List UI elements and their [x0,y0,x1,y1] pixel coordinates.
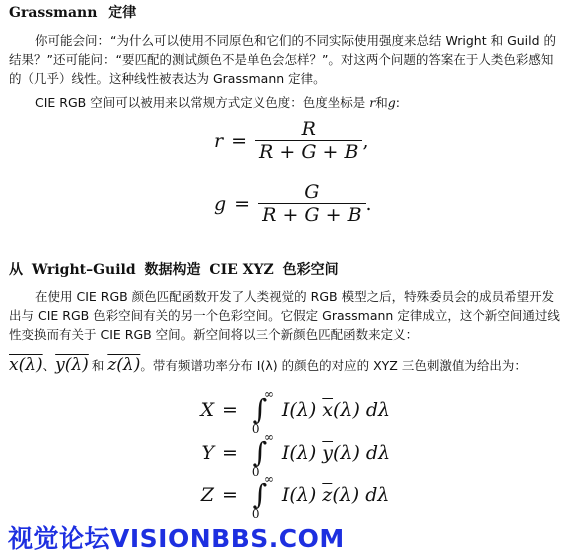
spectral-power: I(λ) [281,483,317,506]
matching-function: $\overline{y}(\lambda)$ [322,441,360,464]
integral-lower-limit: 0 [251,422,260,436]
eq-end: . [365,192,372,215]
differential: dλ [365,441,391,464]
heading-cn: 从 [9,262,23,278]
paragraph-text: 。带有频谱功率分布 I(λ) 的颜色的对应的 XYZ 三色刺激值为给出为： [140,358,527,373]
paragraph-matching-functions [9,353,565,378]
integral-equation-y [196,430,391,479]
equals-sign: = [222,398,238,421]
integral-upper-limit: ∞ [263,472,274,486]
matching-function: $\overline{x}(\lambda)$ [322,398,360,421]
section-heading-grassmann [9,2,136,22]
equation-r [214,118,369,163]
denominator: R + G + B [255,140,362,163]
integral-upper-limit: ∞ [263,387,274,401]
integral-lower-limit: 0 [251,465,260,479]
symbol-r: r [369,95,376,110]
heading-cn: 定律 [108,5,137,21]
eq-lhs: X [200,398,214,421]
paragraph-text: 你可能会问：“为什么可以使用不同原色和它们的不同实际使用强度来总结 Wright 和 Guild 的结果？”还可能问：“要匹配的测试颜色不是单色会怎样？”。对这两个问题的答案在于人类色彩感知的（几乎）线性。这种线性被表达为 Grassmann 定律。 [9,33,557,86]
spectral-power: I(λ) [281,441,317,464]
equals-sign: = [222,483,238,506]
integral-upper-limit: ∞ [263,430,274,444]
paragraph-text: 在使用 CIE RGB 颜色匹配函数开发了人类视觉的 RGB 模型之后，特殊委员会的成员希望开发出与 CIE RGB 色彩空间有关的另一个色彩空间。它假定 Grassmann 定律成立，这个新空间通过线性变换而有关于 CIE RGB 空间。新空间将以三个新颜色匹配函数来定义： [9,289,560,342]
equals-sign: = [231,129,248,152]
paragraph-xyz-intro [9,287,565,344]
fraction [255,118,362,163]
eq-lhs: Y [201,441,214,464]
integral-equation-x [196,387,391,436]
integrand [282,484,389,506]
matching-function: $\overline{z}(\lambda)$ [322,483,360,506]
heading-latin: Grassmann [9,5,98,21]
numerator: R [301,118,316,140]
heading-cn: 数据构造 [144,262,201,278]
section-heading-xyz [9,259,339,279]
separator: 、 [42,358,56,373]
function-x-bar: x(λ) [9,355,43,375]
eq-lhs: g [214,192,227,215]
paragraph-grassmann-intro [9,31,565,88]
function-z-bar: z(λ) [107,355,141,375]
paragraph-text: CIE RGB 空间可以被用来以常规方式定义色度：色度坐标是 [35,95,366,110]
symbol-g: g [387,95,396,110]
eq-lhs: Z [200,483,214,506]
heading-latin: CIE XYZ [209,262,274,278]
differential: dλ [365,398,391,421]
function-y-bar: y(λ) [55,355,89,375]
equals-sign: = [222,441,238,464]
heading-cn: 色彩空间 [282,262,339,278]
numerator: G [304,181,320,203]
integral-equation-z [196,472,390,521]
punctuation: : [395,95,400,110]
watermark-logo: 视觉论坛VISIONBBS.COM [8,524,345,553]
spectral-power: I(λ) [281,398,317,421]
eq-lhs: r [214,129,224,152]
integrand [282,399,390,421]
equation-g [214,181,372,226]
integral-lower-limit: 0 [251,507,260,521]
equals-sign: = [234,192,251,215]
fraction [258,181,365,226]
connector-text: 和 [375,95,388,110]
integral-sign: ∫ ∞ 0 [251,387,274,436]
eq-end: , [362,129,369,152]
integral-sign: ∫ ∞ 0 [251,472,274,521]
denominator: R + G + B [258,203,365,226]
differential: dλ [365,483,390,506]
paragraph-chromaticity [9,93,565,112]
integrand [282,442,390,464]
integral-sign: ∫ ∞ 0 [251,430,274,479]
heading-latin: Wright–Guild [31,262,136,278]
connector-text: 和 [91,358,105,373]
